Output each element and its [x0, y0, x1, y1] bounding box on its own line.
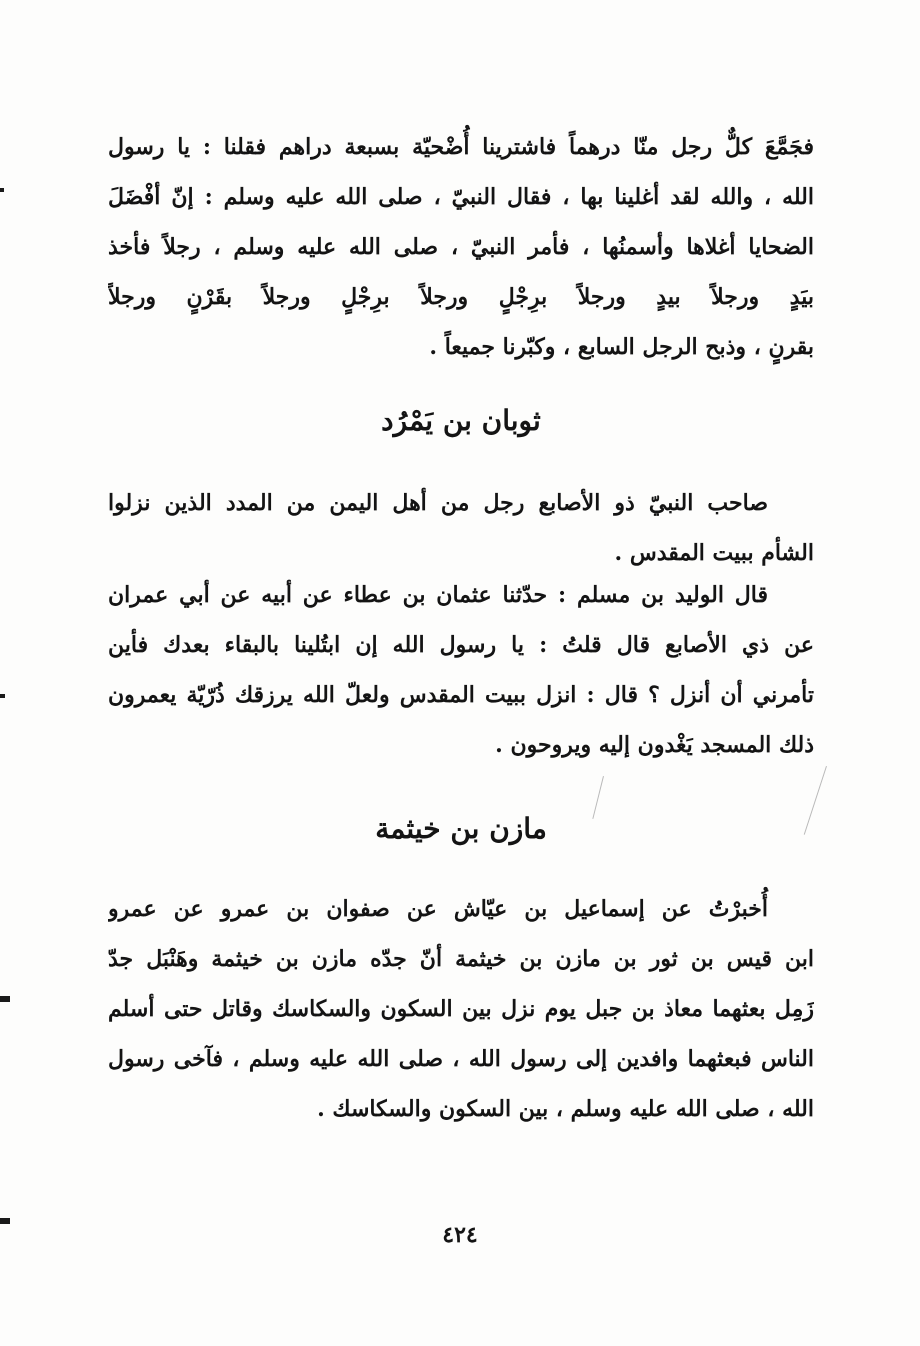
scan-margin-mark [0, 996, 10, 1002]
text-line: الله ، والله لقد أغلينا بها ، فقال النبيّ ، صلى الله عليه وسلم : إنّ أفْضَلَ [108, 184, 814, 210]
page-number: ٤٢٤ [442, 1222, 478, 1248]
scan-margin-mark [0, 694, 5, 698]
text-line: صاحب النبيّ ذو الأصابع رجل من أهل اليمن من المدد الذين نزلوا [108, 490, 768, 516]
scan-margin-mark [0, 188, 4, 192]
text-line: ابن قيس بن ثور بن مازن بن خيثمة أنّ جدّه مازن بن خيثمة وهَنْبَل جدّ [108, 946, 814, 972]
text-line: الناس فبعثهما وافدين إلى رسول الله ، صلى الله عليه وسلم ، فآخى رسول [108, 1046, 814, 1072]
paragraph-4 [108, 884, 814, 1134]
section-heading: ثوبان بن يَمْرُد [381, 404, 541, 437]
paragraph-2 [108, 478, 814, 578]
text-line: الضحايا أغلاها وأسمنُها ، فأمر النبيّ ، صلى الله عليه وسلم ، رجلاً فأخذ [108, 234, 814, 260]
paragraph-1 [108, 122, 814, 372]
paragraph-3 [108, 570, 814, 770]
text-line: قال الوليد بن مسلم : حدّثنا عثمان بن عطاء عن أبيه عن أبي عمران [108, 582, 768, 608]
text-line: بيَدٍ ورجلاً بيدٍ ورجلاً برِجْلٍ ورجلاً برِجْلٍ ورجلاً بقَرْنٍ ورجلاً [108, 284, 814, 310]
text-line: ذلك المسجد يَغْدون إليه ويروحون . [495, 732, 814, 758]
text-line: بقرنٍ ، وذبح الرجل السابع ، وكبّرنا جميعاً . [429, 334, 814, 360]
section-heading: مازن بن خيثمة [375, 812, 547, 845]
text-line: فجَمَّعَ كلٌّ رجل منّا درهماً فاشترينا أُضْحيّة بسبعة دراهم فقلنا : يا رسول [108, 134, 814, 160]
text-line: عن ذي الأصابع قال قلتُ : يا رسول الله إن ابتُلينا بالبقاء بعدك فأين [108, 632, 814, 658]
text-line: زَمِل بعثهما معاذ بن جبل يوم نزل بين السكون والسكاسك وقاتل حتى أسلم [108, 996, 814, 1022]
text-line: الشأم ببيت المقدس . [614, 540, 814, 566]
text-line: أُخبرْتُ عن إسماعيل بن عيّاش عن صفوان بن عمرو عن عمرو [108, 896, 768, 922]
text-line: الله ، صلى الله عليه وسلم ، بين السكون والسكاسك . [317, 1096, 814, 1122]
text-line: تأمرني أن أنزل ؟ قال : انزل ببيت المقدس ولعلّ الله يرزقك ذُرّيّة يعمرون [108, 682, 814, 708]
